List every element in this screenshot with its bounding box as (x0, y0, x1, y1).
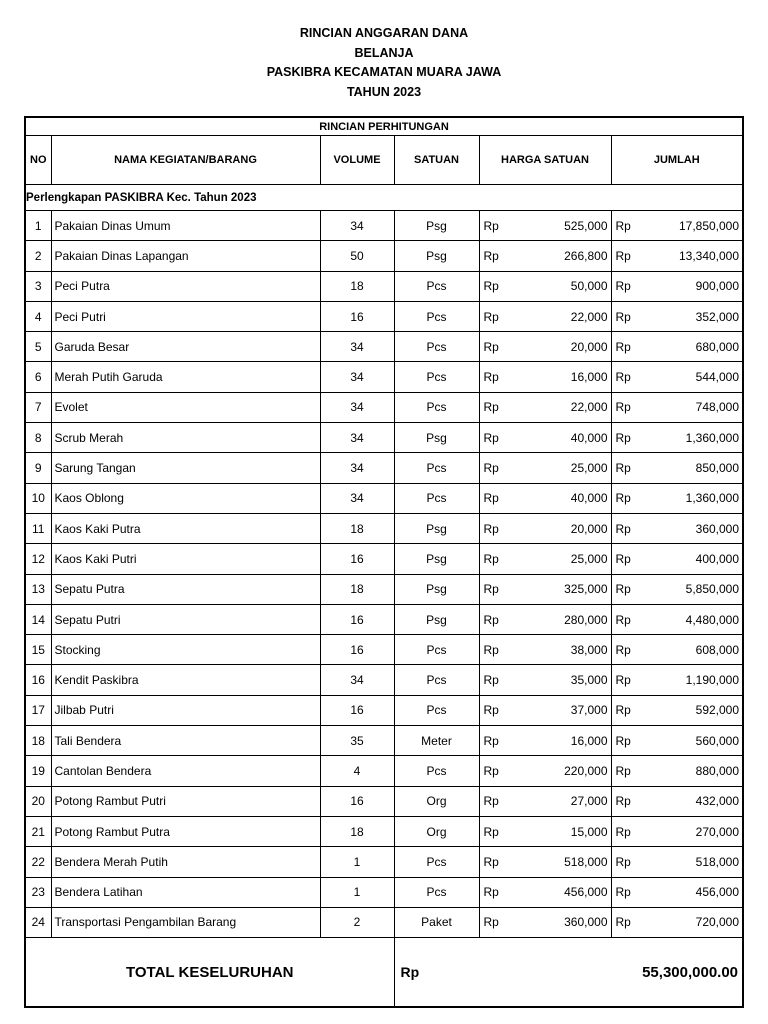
row-price-value: 15,000 (570, 824, 608, 839)
row-name: Potong Rambut Putri (51, 786, 320, 816)
row-total (611, 423, 743, 453)
row-price-value: 518,000 (564, 854, 608, 869)
table-row (25, 756, 743, 786)
row-volume: 34 (320, 453, 394, 483)
row-name: Pakaian Dinas Lapangan (51, 241, 320, 271)
row-total (611, 392, 743, 422)
table-row (25, 847, 743, 877)
row-total-value: 748,000 (695, 400, 740, 415)
row-unit: Pcs (394, 332, 479, 362)
row-name: Bendera Latihan (51, 877, 320, 907)
row-total-value: 13,340,000 (678, 248, 740, 263)
row-unit-price (479, 513, 611, 543)
row-name: Merah Putih Garuda (51, 362, 320, 392)
row-price-currency: Rp (483, 400, 499, 415)
row-unit: Org (394, 816, 479, 846)
row-price-value: 16,000 (570, 733, 608, 748)
row-total (611, 604, 743, 634)
row-total-currency: Rp (615, 430, 631, 445)
row-total (611, 665, 743, 695)
table-row (25, 301, 743, 331)
table-row (25, 604, 743, 634)
row-total-currency: Rp (615, 763, 631, 778)
row-no: 12 (25, 544, 51, 574)
row-total-value: 4,480,000 (685, 612, 740, 627)
row-unit: Pcs (394, 362, 479, 392)
table-row (25, 513, 743, 543)
row-unit: Pcs (394, 695, 479, 725)
row-total-value: 17,850,000 (678, 218, 740, 233)
row-price-value: 27,000 (570, 794, 608, 809)
row-total-currency: Rp (615, 733, 631, 748)
row-total-currency: Rp (615, 400, 631, 415)
row-total-currency: Rp (615, 642, 631, 657)
row-volume: 16 (320, 604, 394, 634)
row-name: Cantolan Bendera (51, 756, 320, 786)
row-volume: 34 (320, 483, 394, 513)
row-price-value: 22,000 (570, 309, 608, 324)
row-total-value: 5,850,000 (685, 582, 740, 597)
row-unit: Pcs (394, 483, 479, 513)
title-line-1: RINCIAN ANGGARAN DANA (299, 26, 469, 40)
header-unit: SATUAN (394, 136, 479, 185)
table-row (25, 907, 743, 937)
row-volume: 16 (320, 301, 394, 331)
row-unit-price (479, 574, 611, 604)
row-price-currency: Rp (483, 582, 499, 597)
row-name: Scrub Merah (51, 423, 320, 453)
row-volume: 2 (320, 907, 394, 937)
row-total-currency: Rp (615, 794, 631, 809)
header-total: JUMLAH (611, 136, 743, 185)
row-unit-price (479, 301, 611, 331)
row-total-currency: Rp (615, 551, 631, 566)
row-price-value: 525,000 (564, 218, 608, 233)
row-total-value: 270,000 (695, 824, 740, 839)
row-total-value: 432,000 (695, 794, 740, 809)
row-no: 18 (25, 726, 51, 756)
row-total-value: 720,000 (695, 915, 740, 930)
row-total-value: 680,000 (695, 339, 740, 354)
table-row (25, 423, 743, 453)
row-no: 21 (25, 816, 51, 846)
row-price-value: 40,000 (570, 491, 608, 506)
row-price-value: 40,000 (570, 430, 608, 445)
row-price-currency: Rp (483, 521, 499, 536)
row-name: Evolet (51, 392, 320, 422)
row-unit-price (479, 877, 611, 907)
row-no: 17 (25, 695, 51, 725)
row-total (611, 453, 743, 483)
row-volume: 1 (320, 877, 394, 907)
row-unit-price (479, 665, 611, 695)
row-total (611, 756, 743, 786)
row-unit: Psg (394, 423, 479, 453)
row-price-currency: Rp (483, 279, 499, 294)
row-price-value: 16,000 (570, 370, 608, 385)
row-price-value: 38,000 (570, 642, 608, 657)
row-unit: Pcs (394, 392, 479, 422)
row-no: 20 (25, 786, 51, 816)
row-volume: 18 (320, 574, 394, 604)
row-no: 1 (25, 211, 51, 241)
row-unit: Psg (394, 513, 479, 543)
row-total (611, 211, 743, 241)
group-header-row (25, 117, 743, 136)
row-unit: Pcs (394, 301, 479, 331)
row-price-currency: Rp (483, 703, 499, 718)
row-unit: Pcs (394, 847, 479, 877)
row-total-currency: Rp (615, 521, 631, 536)
row-total-currency: Rp (615, 370, 631, 385)
row-name: Tali Bendera (51, 726, 320, 756)
row-no: 6 (25, 362, 51, 392)
grand-total-row (25, 938, 743, 1008)
row-unit: Org (394, 786, 479, 816)
section-row (25, 185, 743, 211)
budget-table (24, 116, 744, 1008)
row-price-currency: Rp (483, 491, 499, 506)
row-total-value: 880,000 (695, 763, 740, 778)
table-row (25, 816, 743, 846)
row-price-currency: Rp (483, 794, 499, 809)
row-total-value: 1,360,000 (685, 491, 740, 506)
table-row (25, 726, 743, 756)
row-price-currency: Rp (483, 551, 499, 566)
row-unit-price (479, 332, 611, 362)
row-no: 16 (25, 665, 51, 695)
row-volume: 34 (320, 332, 394, 362)
row-total-value: 400,000 (695, 551, 740, 566)
row-total (611, 301, 743, 331)
grand-total-currency: Rp (394, 938, 479, 1008)
row-unit-price (479, 423, 611, 453)
row-volume: 4 (320, 756, 394, 786)
row-volume: 1 (320, 847, 394, 877)
row-total (611, 332, 743, 362)
row-name: Potong Rambut Putra (51, 816, 320, 846)
column-header-row (25, 136, 743, 185)
row-name: Sepatu Putri (51, 604, 320, 634)
row-unit: Pcs (394, 877, 479, 907)
row-price-value: 37,000 (570, 703, 608, 718)
row-price-currency: Rp (483, 218, 499, 233)
row-price-value: 220,000 (564, 763, 608, 778)
row-total (611, 695, 743, 725)
row-price-currency: Rp (483, 642, 499, 657)
row-price-currency: Rp (483, 824, 499, 839)
row-unit: Psg (394, 544, 479, 574)
row-price-currency: Rp (483, 339, 499, 354)
row-price-currency: Rp (483, 763, 499, 778)
row-total-value: 518,000 (695, 854, 740, 869)
row-unit: Psg (394, 604, 479, 634)
row-name: Garuda Besar (51, 332, 320, 362)
header-name: NAMA KEGIATAN/BARANG (51, 136, 320, 185)
row-price-currency: Rp (483, 461, 499, 476)
row-unit-price (479, 392, 611, 422)
row-total-currency: Rp (615, 491, 631, 506)
row-name: Transportasi Pengambilan Barang (51, 907, 320, 937)
row-volume: 34 (320, 211, 394, 241)
row-name: Pakaian Dinas Umum (51, 211, 320, 241)
row-total (611, 816, 743, 846)
row-price-value: 360,000 (564, 915, 608, 930)
row-price-value: 280,000 (564, 612, 608, 627)
row-name: Jilbab Putri (51, 695, 320, 725)
row-total-value: 608,000 (695, 642, 740, 657)
row-total (611, 907, 743, 937)
row-total-value: 352,000 (695, 309, 740, 324)
row-price-value: 20,000 (570, 339, 608, 354)
row-volume: 18 (320, 513, 394, 543)
row-unit: Psg (394, 241, 479, 271)
row-unit-price (479, 726, 611, 756)
row-price-currency: Rp (483, 854, 499, 869)
row-total-value: 1,360,000 (685, 430, 740, 445)
row-no: 24 (25, 907, 51, 937)
table-row (25, 635, 743, 665)
row-price-value: 325,000 (564, 582, 608, 597)
table-row (25, 483, 743, 513)
row-unit-price (479, 695, 611, 725)
group-header: RINCIAN PERHITUNGAN (25, 117, 743, 136)
row-price-currency: Rp (483, 248, 499, 263)
row-volume: 34 (320, 423, 394, 453)
row-total-value: 560,000 (695, 733, 740, 748)
row-no: 8 (25, 423, 51, 453)
row-unit-price (479, 453, 611, 483)
row-name: Kendit Paskibra (51, 665, 320, 695)
row-price-value: 25,000 (570, 551, 608, 566)
row-total (611, 483, 743, 513)
row-volume: 34 (320, 665, 394, 695)
row-price-value: 266,800 (564, 248, 608, 263)
row-no: 14 (25, 604, 51, 634)
row-total (611, 635, 743, 665)
row-unit-price (479, 241, 611, 271)
title-line-3: PASKIBRA KECAMATAN MUARA JAWA (266, 65, 502, 79)
row-total (611, 847, 743, 877)
row-unit-price (479, 271, 611, 301)
grand-total-label: TOTAL KESELURUHAN (25, 938, 394, 1008)
row-unit-price (479, 847, 611, 877)
row-unit-price (479, 786, 611, 816)
row-total-currency: Rp (615, 218, 631, 233)
row-total (611, 574, 743, 604)
row-no: 7 (25, 392, 51, 422)
title-line-2: BELANJA (354, 45, 414, 60)
row-name: Peci Putra (51, 271, 320, 301)
row-volume: 18 (320, 271, 394, 301)
row-total (611, 241, 743, 271)
row-total-value: 850,000 (695, 461, 740, 476)
row-unit: Meter (394, 726, 479, 756)
row-total (611, 513, 743, 543)
row-total-currency: Rp (615, 915, 631, 930)
row-total-currency: Rp (615, 673, 631, 688)
row-unit-price (479, 544, 611, 574)
row-name: Sarung Tangan (51, 453, 320, 483)
row-no: 9 (25, 453, 51, 483)
row-volume: 34 (320, 362, 394, 392)
row-no: 2 (25, 241, 51, 271)
row-name: Bendera Merah Putih (51, 847, 320, 877)
row-unit: Pcs (394, 635, 479, 665)
row-unit: Pcs (394, 665, 479, 695)
table-row (25, 362, 743, 392)
header-no: NO (25, 136, 51, 185)
row-name: Sepatu Putra (51, 574, 320, 604)
row-price-value: 456,000 (564, 885, 608, 900)
row-unit-price (479, 362, 611, 392)
row-price-value: 22,000 (570, 400, 608, 415)
section-title: Perlengkapan PASKIBRA Kec. Tahun 2023 (25, 185, 743, 211)
row-unit-price (479, 604, 611, 634)
header-unit-price: HARGA SATUAN (479, 136, 611, 185)
row-total-value: 456,000 (695, 885, 740, 900)
row-total (611, 544, 743, 574)
row-no: 13 (25, 574, 51, 604)
row-price-currency: Rp (483, 430, 499, 445)
row-no: 23 (25, 877, 51, 907)
row-total-currency: Rp (615, 824, 631, 839)
row-unit-price (479, 756, 611, 786)
row-price-value: 20,000 (570, 521, 608, 536)
row-unit: Pcs (394, 453, 479, 483)
table-row (25, 211, 743, 241)
row-total-currency: Rp (615, 582, 631, 597)
row-total-value: 544,000 (695, 370, 740, 385)
table-row (25, 332, 743, 362)
table-row (25, 574, 743, 604)
table-row (25, 665, 743, 695)
row-total (611, 362, 743, 392)
row-no: 11 (25, 513, 51, 543)
row-no: 3 (25, 271, 51, 301)
row-no: 4 (25, 301, 51, 331)
row-no: 15 (25, 635, 51, 665)
row-price-currency: Rp (483, 915, 499, 930)
row-total-currency: Rp (615, 885, 631, 900)
row-volume: 16 (320, 635, 394, 665)
row-price-currency: Rp (483, 673, 499, 688)
row-total (611, 877, 743, 907)
row-total-currency: Rp (615, 248, 631, 263)
row-no: 5 (25, 332, 51, 362)
table-row (25, 241, 743, 271)
row-price-currency: Rp (483, 370, 499, 385)
row-price-value: 35,000 (570, 673, 608, 688)
row-volume: 35 (320, 726, 394, 756)
table-row (25, 544, 743, 574)
row-unit: Paket (394, 907, 479, 937)
document-title (0, 24, 768, 102)
row-name: Kaos Oblong (51, 483, 320, 513)
row-unit: Pcs (394, 756, 479, 786)
row-total-currency: Rp (615, 461, 631, 476)
table-row (25, 695, 743, 725)
row-total-currency: Rp (615, 612, 631, 627)
row-name: Kaos Kaki Putri (51, 544, 320, 574)
row-total-currency: Rp (615, 279, 631, 294)
row-price-currency: Rp (483, 885, 499, 900)
row-total (611, 786, 743, 816)
row-volume: 50 (320, 241, 394, 271)
row-total-currency: Rp (615, 703, 631, 718)
row-total-currency: Rp (615, 339, 631, 354)
row-price-currency: Rp (483, 612, 499, 627)
table-row (25, 877, 743, 907)
row-no: 10 (25, 483, 51, 513)
row-unit-price (479, 211, 611, 241)
row-total-value: 900,000 (695, 279, 740, 294)
row-price-value: 25,000 (570, 461, 608, 476)
row-volume: 16 (320, 695, 394, 725)
row-name: Peci Putri (51, 301, 320, 331)
row-total (611, 271, 743, 301)
table-row (25, 786, 743, 816)
row-price-currency: Rp (483, 733, 499, 748)
row-volume: 34 (320, 392, 394, 422)
title-line-4: TAHUN 2023 (346, 84, 422, 99)
row-total-value: 360,000 (695, 521, 740, 536)
row-unit-price (479, 635, 611, 665)
table-row (25, 271, 743, 301)
row-unit: Psg (394, 574, 479, 604)
row-volume: 16 (320, 544, 394, 574)
row-name: Stocking (51, 635, 320, 665)
header-volume: VOLUME (320, 136, 394, 185)
row-total-value: 592,000 (695, 703, 740, 718)
row-total (611, 726, 743, 756)
row-unit-price (479, 816, 611, 846)
row-unit-price (479, 907, 611, 937)
row-volume: 16 (320, 786, 394, 816)
table-row (25, 392, 743, 422)
row-unit: Pcs (394, 271, 479, 301)
row-name: Kaos Kaki Putra (51, 513, 320, 543)
row-price-value: 50,000 (570, 279, 608, 294)
grand-total-value: 55,300,000.00 (479, 938, 743, 1008)
row-unit-price (479, 483, 611, 513)
row-total-currency: Rp (615, 854, 631, 869)
row-price-currency: Rp (483, 309, 499, 324)
row-total-value: 1,190,000 (685, 673, 740, 688)
row-no: 22 (25, 847, 51, 877)
row-unit: Psg (394, 211, 479, 241)
row-total-currency: Rp (615, 309, 631, 324)
table-row (25, 453, 743, 483)
row-no: 19 (25, 756, 51, 786)
row-volume: 18 (320, 816, 394, 846)
